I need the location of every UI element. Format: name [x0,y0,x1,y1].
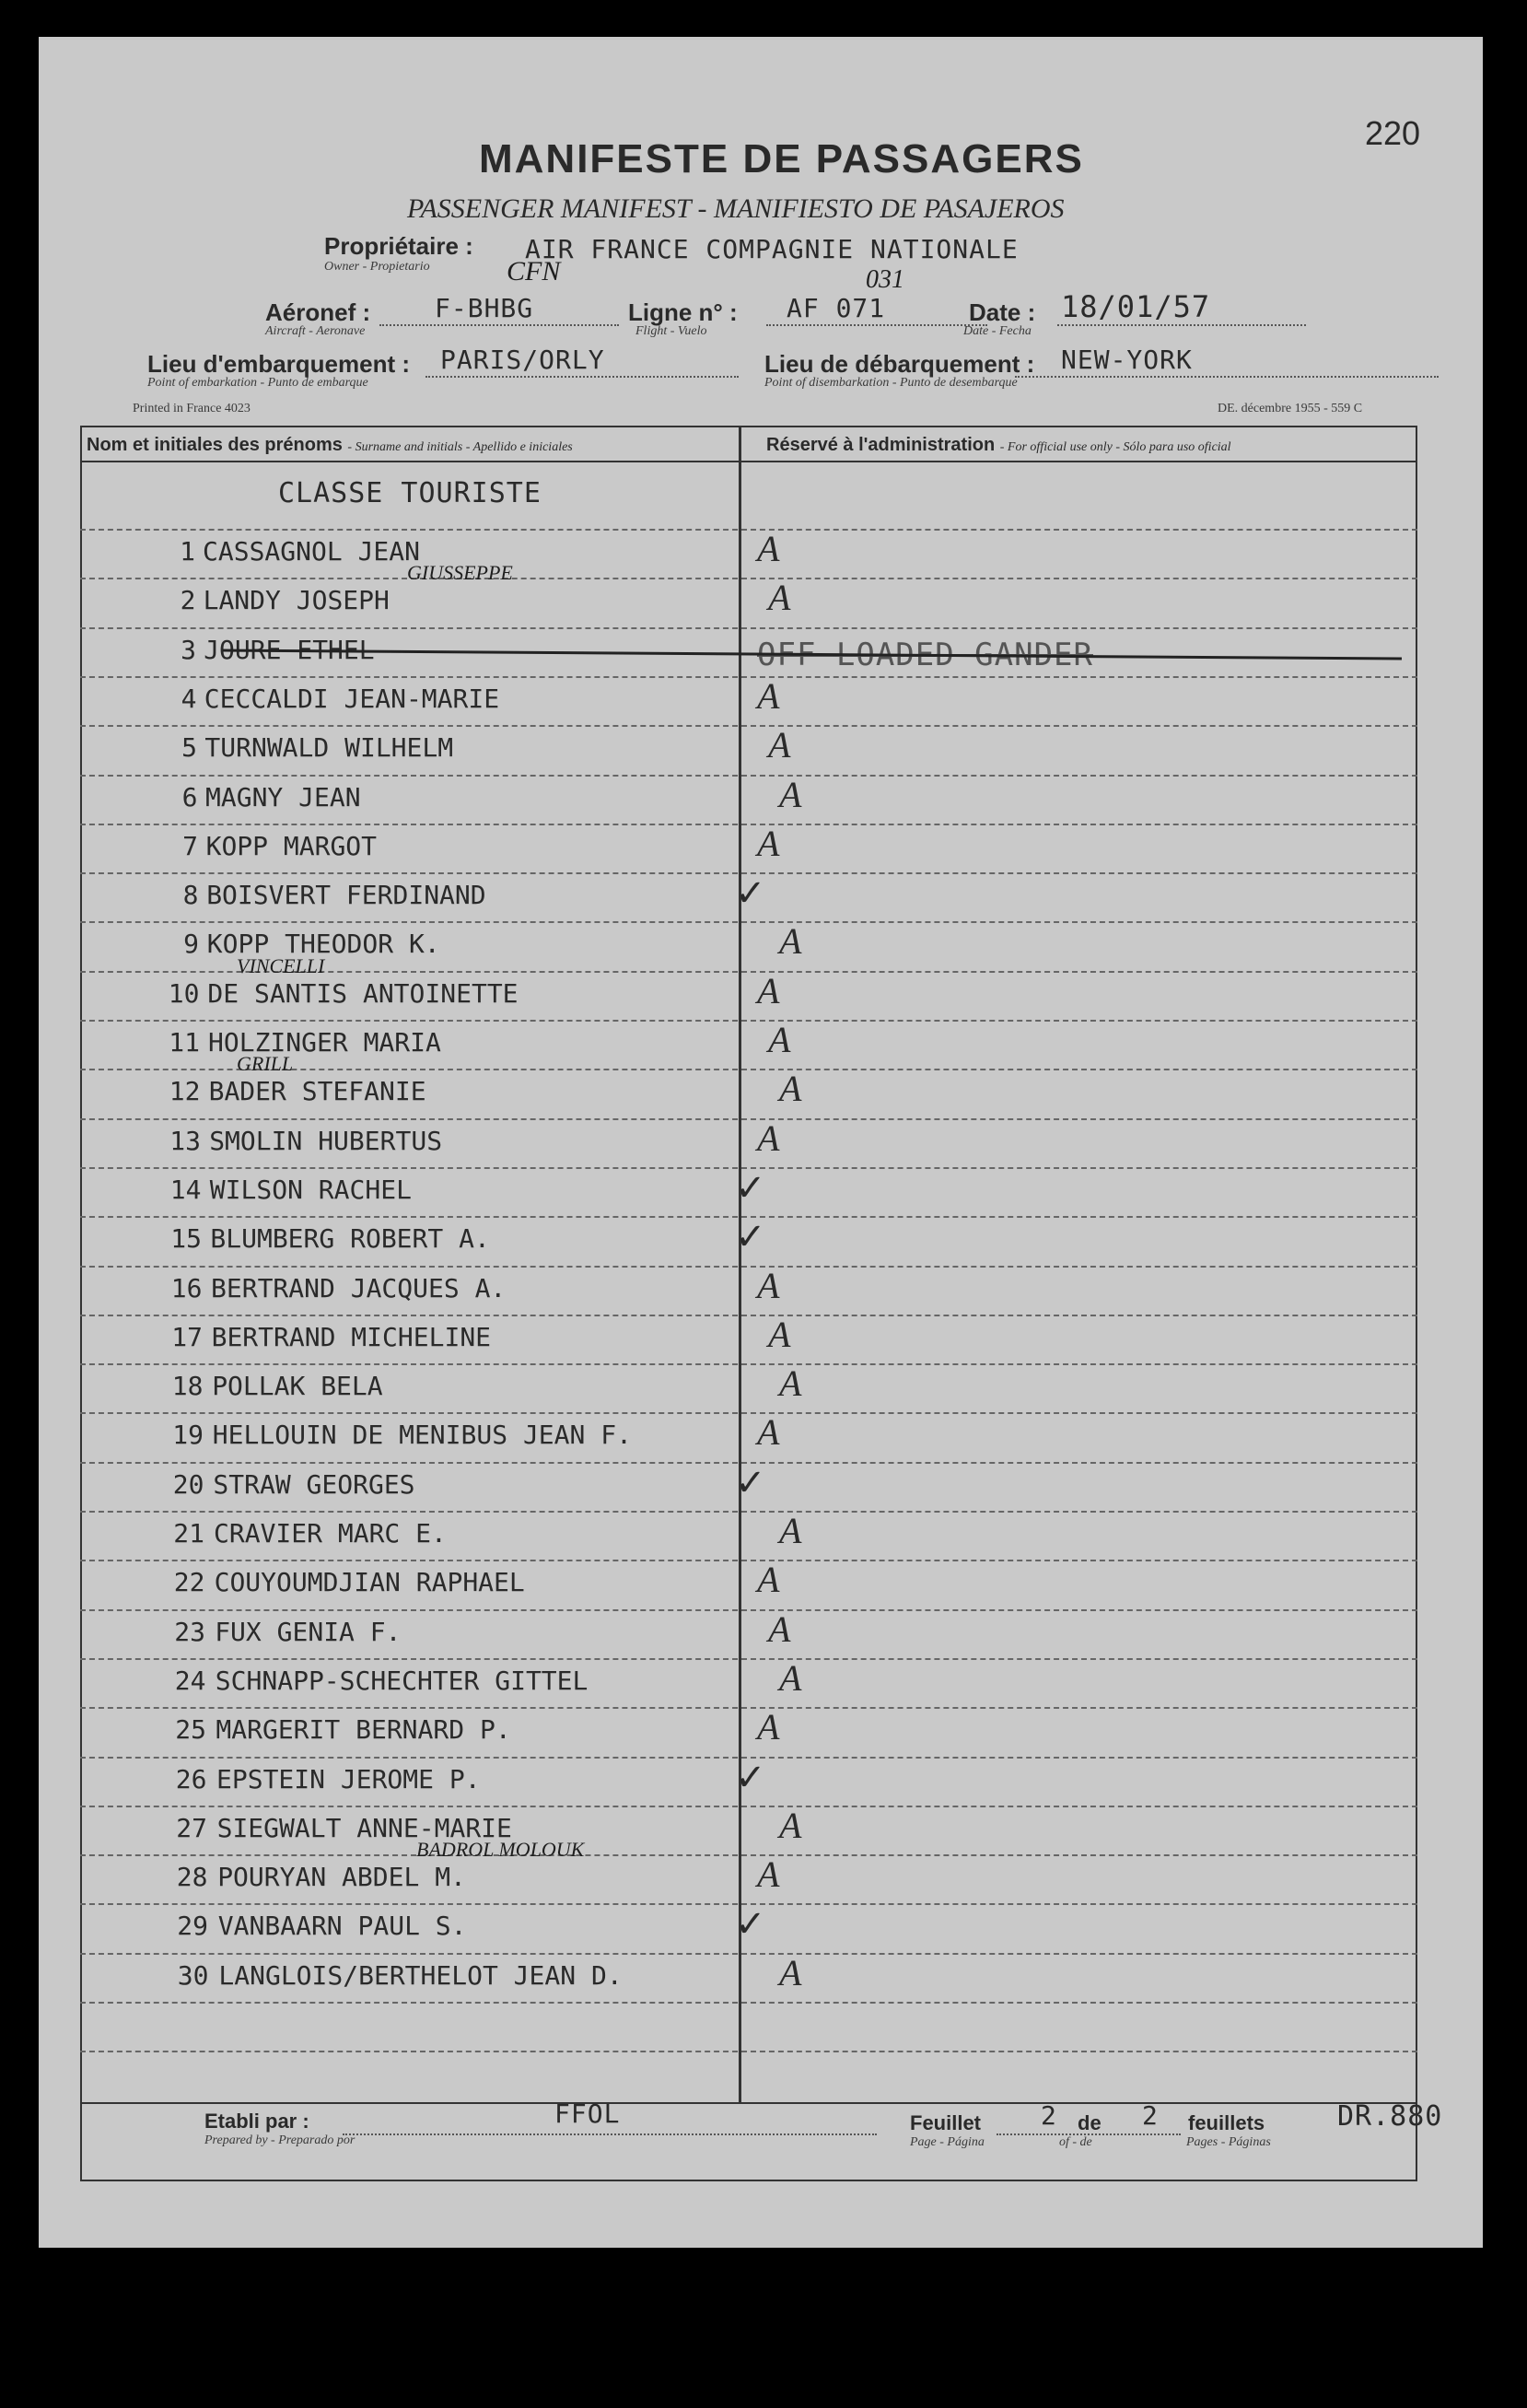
passenger-name: KOPP THEODOR K. [206,929,440,960]
passenger-name: LANDY JOSEPH [203,585,390,616]
admin-mark: A [779,920,802,963]
passenger-number: 15 [170,1223,202,1255]
row-rule [80,725,1417,727]
offloaded-note: OFF LOADED GANDER [757,636,1093,673]
row-rule [80,2002,1417,2004]
flight-value: AF 071 [787,293,886,323]
row-rule [80,1953,1417,1955]
passenger-name: TURNWALD WILHELM [204,732,454,764]
row-rule [80,1020,1417,1022]
row-rule [80,676,1417,678]
admin-mark: A [768,724,791,766]
passenger-number: 21 [173,1518,204,1549]
prepared-value: FFOL [554,2098,621,2129]
row-rule [80,1806,1417,1807]
row-rule [80,1412,1417,1414]
aircraft-sublabel: Aircraft - Aeronave [265,324,366,338]
admin-mark: A [779,1656,802,1699]
check-mark-icon: ✓ [735,1461,766,1504]
handwritten-note: GIUSSEPPE [407,561,513,585]
row-rule [80,578,1417,579]
owner-sublabel: Owner - Propietario [324,260,430,274]
passenger-number: 8 [182,880,199,911]
row-rule [80,627,1417,629]
row-rule [80,1363,1417,1365]
passenger-name: CRAVIER MARC E. [214,1518,447,1549]
passenger-number: 29 [177,1911,208,1942]
passenger-number: 19 [172,1420,204,1451]
pages-sublabel: Pages - Páginas [1186,2135,1271,2149]
admin-mark: A [757,969,780,1011]
row-rule [80,1315,1417,1316]
embark-label: Lieu d'embarquement : [147,350,410,378]
date-value: 18/01/57 [1061,289,1211,324]
class-label: CLASSE TOURISTE [278,477,542,509]
passenger-name: POLLAK BELA [212,1371,383,1402]
passenger-number: 20 [172,1468,204,1500]
sheets-label: feuillets [1188,2111,1265,2134]
passenger-number: 9 [183,929,199,960]
passenger-name: BERTRAND MICHELINE [211,1321,492,1352]
admin-mark: A [768,1019,791,1060]
passenger-name: POURYAN ABDEL M. [217,1862,466,1893]
handwritten-note: VINCELLI [237,953,325,977]
admin-mark: A [768,1607,791,1650]
admin-mark: A [779,1068,802,1110]
check-mark-icon: ✓ [735,1216,766,1259]
passenger-name: FUX GENIA F. [215,1616,402,1647]
row-rule [80,1266,1417,1268]
admin-mark: A [757,822,780,864]
passenger-number: 23 [174,1616,205,1647]
admin-mark: A [779,773,802,815]
passenger-number: 16 [170,1272,203,1303]
passenger-name: COUYOUMDJIAN RAPHAEL [214,1567,525,1598]
row-rule [80,1658,1417,1660]
passenger-name: LANGLOIS/BERTHELOT JEAN D. [218,1959,623,1991]
admin-mark: A [779,1362,802,1405]
handwritten-note: GRILL [237,1052,294,1076]
prepared-sublabel: Prepared by - Preparado por [204,2133,356,2147]
admin-mark: A [757,528,780,569]
admin-mark: A [757,1559,780,1601]
passenger-name: MAGNY JEAN [205,781,361,812]
passenger-number: 30 [177,1959,209,1991]
aircraft-value: F-BHBG [435,293,534,323]
admin-mark: A [757,674,780,717]
passenger-number: 6 [181,781,198,812]
manifest-sheet [39,37,1483,2248]
admin-mark: A [768,1313,791,1355]
admin-mark: A [757,1116,780,1159]
page-title: MANIFESTE DE PASSAGERS [479,136,1084,181]
row-rule [80,921,1417,923]
page-subtitle: PASSENGER MANIFEST - MANIFIESTO DE PASAJEROS [407,193,1065,224]
printed-note: Printed in France 4023 [133,402,251,415]
disembark-value: NEW-YORK [1061,345,1193,375]
passenger-name: JOURE ETHEL [204,634,375,665]
row-rule [80,824,1417,825]
page-number: 220 [1365,114,1421,152]
form-reference: DE. décembre 1955 - 559 C [1218,402,1363,415]
admin-mark: A [779,1804,802,1846]
check-mark-icon: ✓ [735,1903,766,1946]
row-rule [80,529,1417,531]
passenger-name: CASSAGNOL JEAN [203,536,421,567]
passenger-name: KOPP MARGOT [205,830,378,861]
row-rule [80,1854,1417,1856]
check-mark-icon: ✓ [735,1166,766,1210]
passenger-number: 26 [175,1763,207,1794]
embark-value: PARIS/ORLY [440,345,605,375]
row-rule [80,1118,1417,1120]
embark-sublabel: Point of embarkation - Punto de embarque [147,376,368,390]
passenger-name: SIEGWALT ANNE-MARIE [216,1812,512,1843]
passenger-number: 18 [171,1371,204,1402]
admin-mark: A [757,1411,780,1454]
passenger-name: EPSTEIN JEROME P. [216,1763,481,1794]
passenger-name: HOLZINGER MARIA [208,1027,441,1058]
flight-handwritten: 031 [866,265,904,294]
passenger-number: 3 [181,634,196,665]
passenger-number: 24 [174,1665,206,1696]
passenger-number: 7 [182,830,198,861]
admin-mark: A [757,1264,780,1306]
flight-sublabel: Flight - Vuelo [635,324,707,338]
form-code: DR.880 [1337,2100,1443,2133]
passenger-number: 1 [180,536,195,567]
passenger-name: VANBAARN PAUL S. [217,1911,467,1942]
passenger-name: HELLOUIN DE MENIBUS JEAN F. [212,1420,632,1451]
passenger-name: BERTRAND JACQUES A. [211,1272,507,1303]
admin-mark: A [779,1951,802,1993]
row-rule [80,775,1417,777]
aircraft-label: Aéronef : [265,298,371,326]
admin-mark: A [757,1853,780,1896]
admin-mark: A [757,1706,780,1748]
passenger-number: 11 [169,1027,200,1058]
of-sublabel: of - de [1059,2135,1092,2149]
disembark-sublabel: Point of disembarkation - Punto de desembarque [764,376,1018,390]
admin-mark: A [779,1510,802,1551]
owner-value: AIR FRANCE COMPAGNIE NATIONALE [525,234,1019,264]
disembark-label: Lieu de débarquement : [764,350,1035,378]
row-rule [80,1707,1417,1709]
column-header-names: Nom et initiales des prénoms - Surname and initials - Apellido e iniciales [87,435,573,455]
date-label: Date : [969,298,1036,326]
of-label: de [1078,2111,1102,2134]
flight-label: Ligne n° : [628,298,738,326]
passenger-name: DE SANTIS ANTOINETTE [207,977,519,1009]
row-rule [80,1511,1417,1513]
of-number: 2 [1142,2100,1159,2131]
handwritten-note: BADROL MOLOUK [416,1838,585,1862]
passenger-name: SCHNAPP-SCHECHTER GITTEL [215,1665,589,1696]
passenger-number: 28 [176,1862,208,1893]
sheet-sublabel: Page - Página [910,2135,985,2149]
sheet-number: 2 [1041,2100,1057,2131]
passenger-number: 17 [171,1321,203,1352]
row-rule [80,1609,1417,1611]
passenger-number: 25 [175,1714,206,1746]
passenger-number: 12 [169,1076,201,1107]
passenger-name: WILSON RACHEL [209,1174,412,1205]
passenger-name: BLUMBERG ROBERT A. [210,1223,490,1255]
passenger-name: BADER STEFANIE [208,1076,426,1107]
passenger-name: MARGERIT BERNARD P. [216,1714,511,1746]
passenger-number: 10 [168,977,200,1009]
passenger-number: 22 [173,1567,205,1598]
passenger-number: 4 [181,683,197,714]
owner-label: Propriétaire : [324,232,473,260]
passenger-name: CECCALDI JEAN-MARIE [204,683,500,714]
passenger-number: 2 [180,585,196,616]
owner-handwritten: CFN [507,256,561,286]
admin-mark: A [768,577,791,619]
passenger-name: BOISVERT FERDINAND [206,880,486,911]
passenger-name: SMOLIN HUBERTUS [209,1125,443,1156]
passenger-number: 5 [181,732,197,764]
date-sublabel: Date - Fecha [963,324,1032,338]
passenger-name: STRAW GEORGES [213,1468,415,1500]
prepared-label: Etabli par : [204,2110,309,2133]
passenger-number: 27 [176,1812,207,1843]
row-rule [80,1560,1417,1561]
column-header-admin: Réservé à l'administration - For official use only - Sólo para uso oficial [766,435,1231,455]
passenger-number: 13 [169,1125,201,1156]
check-mark-icon: ✓ [735,1756,766,1799]
check-mark-icon: ✓ [735,872,766,916]
row-rule [80,2051,1417,2052]
passenger-number: 14 [169,1174,202,1205]
sheet-label: Feuillet [910,2111,982,2134]
